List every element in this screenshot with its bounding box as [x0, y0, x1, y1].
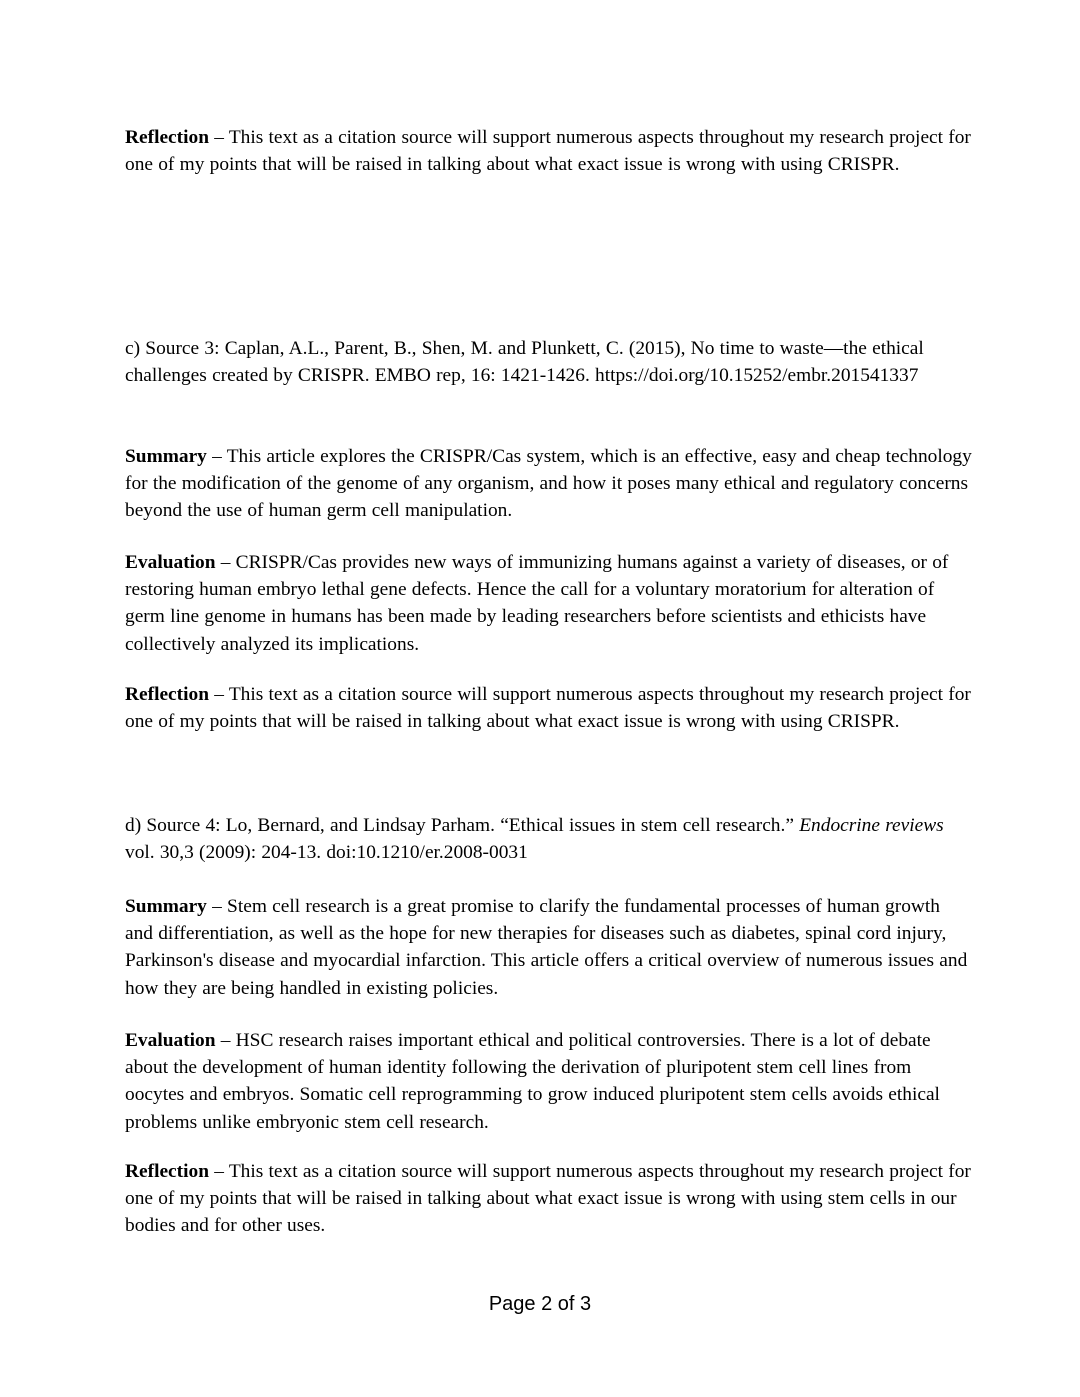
- section-body: – CRISPR/Cas provides new ways of immunizing humans against a variety of diseases, or of restoring human embryo lethal gene defects. Hence the call for a voluntary moratorium for alteration of germ line genome in humans has been made by leading researchers before scientists and ethicists have collectively analyzed its implications.: [125, 552, 949, 655]
- section-body: – HSC research raises important ethical and political controversies. There is a lot of debate about the development of human identity following the derivation of pluripotent stem cell lines from oocytes and embryos. Somatic cell reprogramming to grow induced pluripotent stem cells avoids ethical problems unlike embryonic stem cell research.: [125, 1030, 940, 1133]
- paragraph-citation-source3: [125, 335, 973, 389]
- journal-title: Endocrine reviews: [799, 815, 944, 836]
- section-label-evaluation: Evaluation: [125, 552, 216, 573]
- section-body: – This text as a citation source will support numerous aspects throughout my research project for one of my points that will be raised in talking about what exact issue is wrong with using stem cells in our bodies and for other uses.: [125, 1161, 971, 1237]
- paragraph-evaluation-source4: [125, 1027, 973, 1136]
- section-label-evaluation: Evaluation: [125, 1030, 216, 1051]
- citation-text: c) Source 3: Caplan, A.L., Parent, B., Shen, M. and Plunkett, C. (2015), No time to waste—the ethical challenges created by CRISPR. EMBO rep, 16: 1421-1426. https://doi.org/10.15252/​embr.201541337: [125, 338, 924, 387]
- page-footer: Page 2 of 3: [488, 1293, 592, 1315]
- paragraph-reflection-source4: [125, 1158, 973, 1240]
- section-label-reflection: Reflection: [125, 127, 209, 148]
- paragraph-citation-source4: [125, 812, 973, 866]
- section-label-summary: Summary: [125, 896, 207, 917]
- citation-text: d) Source 4: Lo, Bernard, and Lindsay Parham. “Ethical issues in stem cell research.”: [125, 815, 800, 836]
- citation-text: vol. 30,3 (2009): 204-13. doi:10.1210/er.2008-0031: [125, 842, 528, 864]
- section-body: – This text as a citation source will support numerous aspects throughout my research project for one of my points that will be raised in talking about what exact issue is wrong with using CRISPR.: [125, 127, 971, 176]
- paragraph-reflection-1: [125, 124, 973, 178]
- paragraph-evaluation-source3: [125, 549, 973, 658]
- section-body: – This text as a citation source will support numerous aspects throughout my research project for one of my points that will be raised in talking about what exact issue is wrong with using CRISPR.: [125, 684, 971, 733]
- section-label-summary: Summary: [125, 446, 207, 467]
- paragraph-summary-source4: [125, 893, 973, 1002]
- section-label-reflection: Reflection: [125, 1161, 209, 1182]
- section-body: – This article explores the CRISPR/Cas system, which is an effective, easy and cheap technology for the modification of the genome of any organism, and how it poses many ethical and regulatory concerns beyond the use of human germ cell manipulation.: [125, 446, 972, 522]
- paragraph-summary-source3: [125, 443, 973, 525]
- paragraph-reflection-source3: [125, 681, 973, 735]
- section-body: – Stem cell research is a great promise to clarify the fundamental processes of human growth and differentiation, as well as the hope for new therapies for diseases such as diabetes, spinal cord injury, Parkinson's disease and myocardial infarction. This article offers a critical overview of numerous issues and how they are being handled in existing policies.: [125, 896, 968, 999]
- section-label-reflection: Reflection: [125, 684, 209, 705]
